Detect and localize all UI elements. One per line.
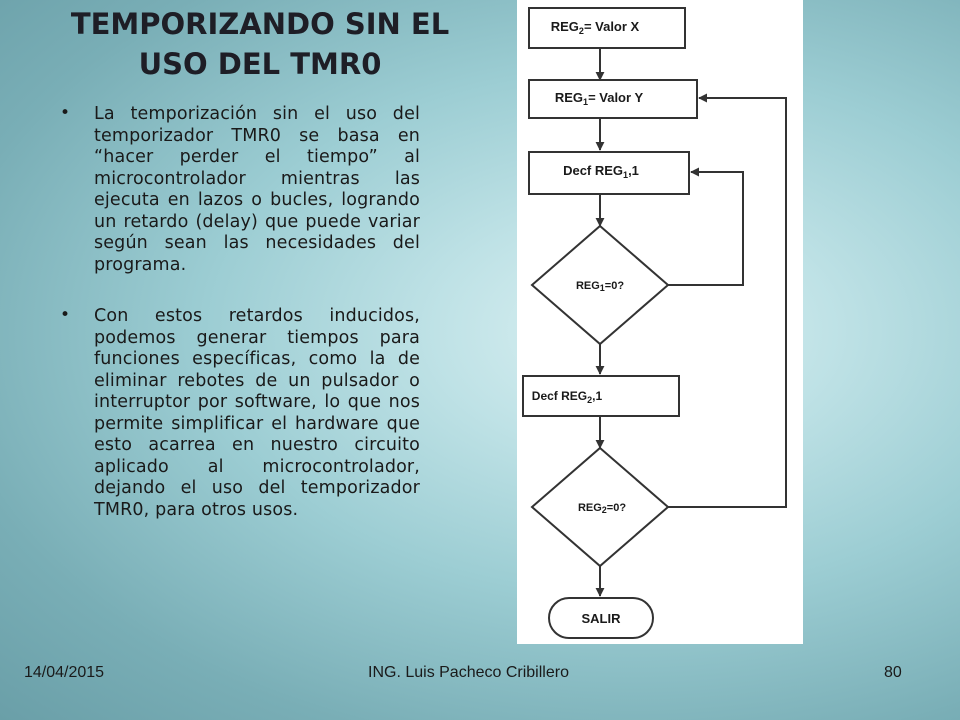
bullet-text-1: La temporización sin el uso del temporizador TMR0 se basa en “hacer perder el tiempo” al microcontrolador mientras las ejecuta en lazos o bucles, logrando un retardo (delay) que puede variar según sean las necesidades del programa. — [94, 104, 420, 275]
flowchart — [517, 0, 803, 644]
bullet-list — [60, 104, 420, 521]
bullet-item-2 — [60, 306, 420, 521]
slide-title-line1: TEMPORIZANDO SIN EL — [70, 7, 450, 41]
box1-label: $REG_2=$ Valor X — [550, 19, 640, 36]
footer-author: ING. Luis Pacheco Cribillero — [368, 664, 569, 681]
box4-label: Decf $REG_2,1$ — [531, 389, 603, 405]
slide-title-line2: USO DEL TMR0 — [138, 47, 382, 81]
bullet-dot-icon: • — [60, 305, 71, 325]
bullet-text-2: Con estos retardos inducidos, podemos generar tiempos para funciones específicas, como la de eliminar rebotes de un pulsador o interruptor por software, lo que nos permite simplificar el hardware que esto acarrea en nuestro circuito aplicado al microcontrolador, dejando el uso del temporizador TMR0, para otros usos. — [94, 306, 420, 520]
box3-label: Decf $REG_1,1$ — [563, 163, 639, 180]
footer-date: 14/04/2015 — [24, 664, 105, 681]
decision1-label: REG1=0? — [575, 280, 625, 293]
flowchart-canvas — [517, 0, 803, 644]
slide-title — [40, 4, 480, 84]
terminal-label: SALIR — [581, 611, 621, 626]
decision2-label: REG2=0? — [577, 502, 627, 515]
loop-connector-1 — [668, 172, 743, 285]
loop-connector-2 — [668, 98, 786, 507]
bullet-item-1 — [60, 104, 420, 276]
box2-label: $REG_1=$ Valor Y — [554, 90, 644, 107]
footer-page-number: 80 — [884, 664, 902, 681]
bullet-dot-icon: • — [60, 103, 71, 123]
